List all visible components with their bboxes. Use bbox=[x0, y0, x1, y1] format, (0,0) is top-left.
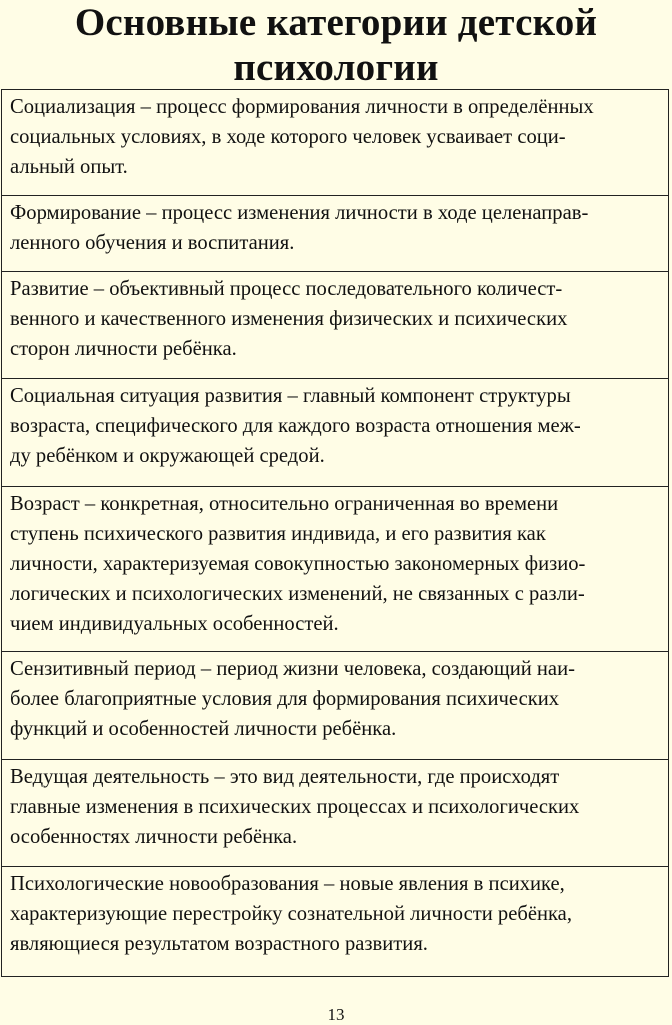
definition-text-line: альный опыт. bbox=[10, 156, 128, 178]
definition-row-socialization bbox=[2, 90, 668, 195]
definition-text-line: более благоприятные условия для формирования психических bbox=[10, 688, 560, 710]
definition-row-development bbox=[2, 271, 668, 378]
definition-text-line: ленного обучения и воспитания. bbox=[10, 232, 295, 254]
definition-row-age bbox=[2, 486, 668, 651]
definition-row-leading-activity bbox=[2, 759, 668, 866]
definition-text-line: Возраст – конкретная, относительно ограниченная во времени bbox=[10, 493, 559, 515]
definition-row-formation bbox=[2, 195, 668, 271]
definition-text-line: функций и особенностей личности ребёнка. bbox=[10, 718, 397, 740]
page-number: 13 bbox=[327, 1005, 345, 1024]
definition-text-line: являющиеся результатом возрастного развития. bbox=[10, 933, 428, 955]
definition-text-line: ступень психического развития индивида, и его развития как bbox=[10, 523, 546, 545]
definition-row-sensitive-period bbox=[2, 651, 668, 759]
definition-text-line: Социальная ситуация развития – главный компонент структуры bbox=[10, 385, 571, 407]
definition-text-line: ду ребёнком и окружающей средой. bbox=[10, 445, 325, 467]
definition-text-line: личности, характеризуемая совокупностью закономерных физио- bbox=[10, 553, 586, 575]
definition-text-line: Развитие – объективный процесс последовательного количест- bbox=[10, 278, 563, 300]
definition-text-line: главные изменения в психических процессах и психологических bbox=[10, 796, 580, 818]
definition-text-line: характеризующие перестройку сознательной личности ребёнка, bbox=[10, 903, 572, 925]
definition-text-line: Сензитивный период – период жизни человека, создающий наи- bbox=[10, 658, 575, 680]
definition-text-line: возраста, специфического для каждого возраста отношения меж- bbox=[10, 415, 581, 437]
page-title-line: Основные категории детской bbox=[74, 1, 598, 44]
definition-text-line: Формирование – процесс изменения личности в ходе целенаправ- bbox=[10, 202, 589, 224]
definition-text-line: Психологические новообразования – новые явления в психике, bbox=[10, 873, 565, 895]
definition-text-line: Социализация – процесс формирования личности в определённых bbox=[10, 96, 594, 118]
definition-text-line: социальных условиях, в ходе которого человек усваивает соци- bbox=[10, 126, 566, 148]
definition-text-line: чием индивидуальных особенностей. bbox=[10, 613, 339, 635]
definition-text-line: особенностях личности ребёнка. bbox=[10, 826, 298, 848]
definition-row-social-situation bbox=[2, 378, 668, 486]
page-title-line: психологии bbox=[233, 46, 439, 89]
definition-text-line: венного и качественного изменения физических и психических bbox=[10, 308, 568, 330]
definition-text-line: логических и психологических изменений, не связанных с разли- bbox=[10, 583, 585, 605]
definition-text-line: сторон личности ребёнка. bbox=[10, 338, 237, 360]
definitions-table bbox=[1, 89, 669, 977]
definition-row-neoformations bbox=[2, 866, 668, 976]
page-title bbox=[0, 0, 672, 90]
definition-text-line: Ведущая деятельность – это вид деятельности, где происходят bbox=[10, 766, 560, 788]
